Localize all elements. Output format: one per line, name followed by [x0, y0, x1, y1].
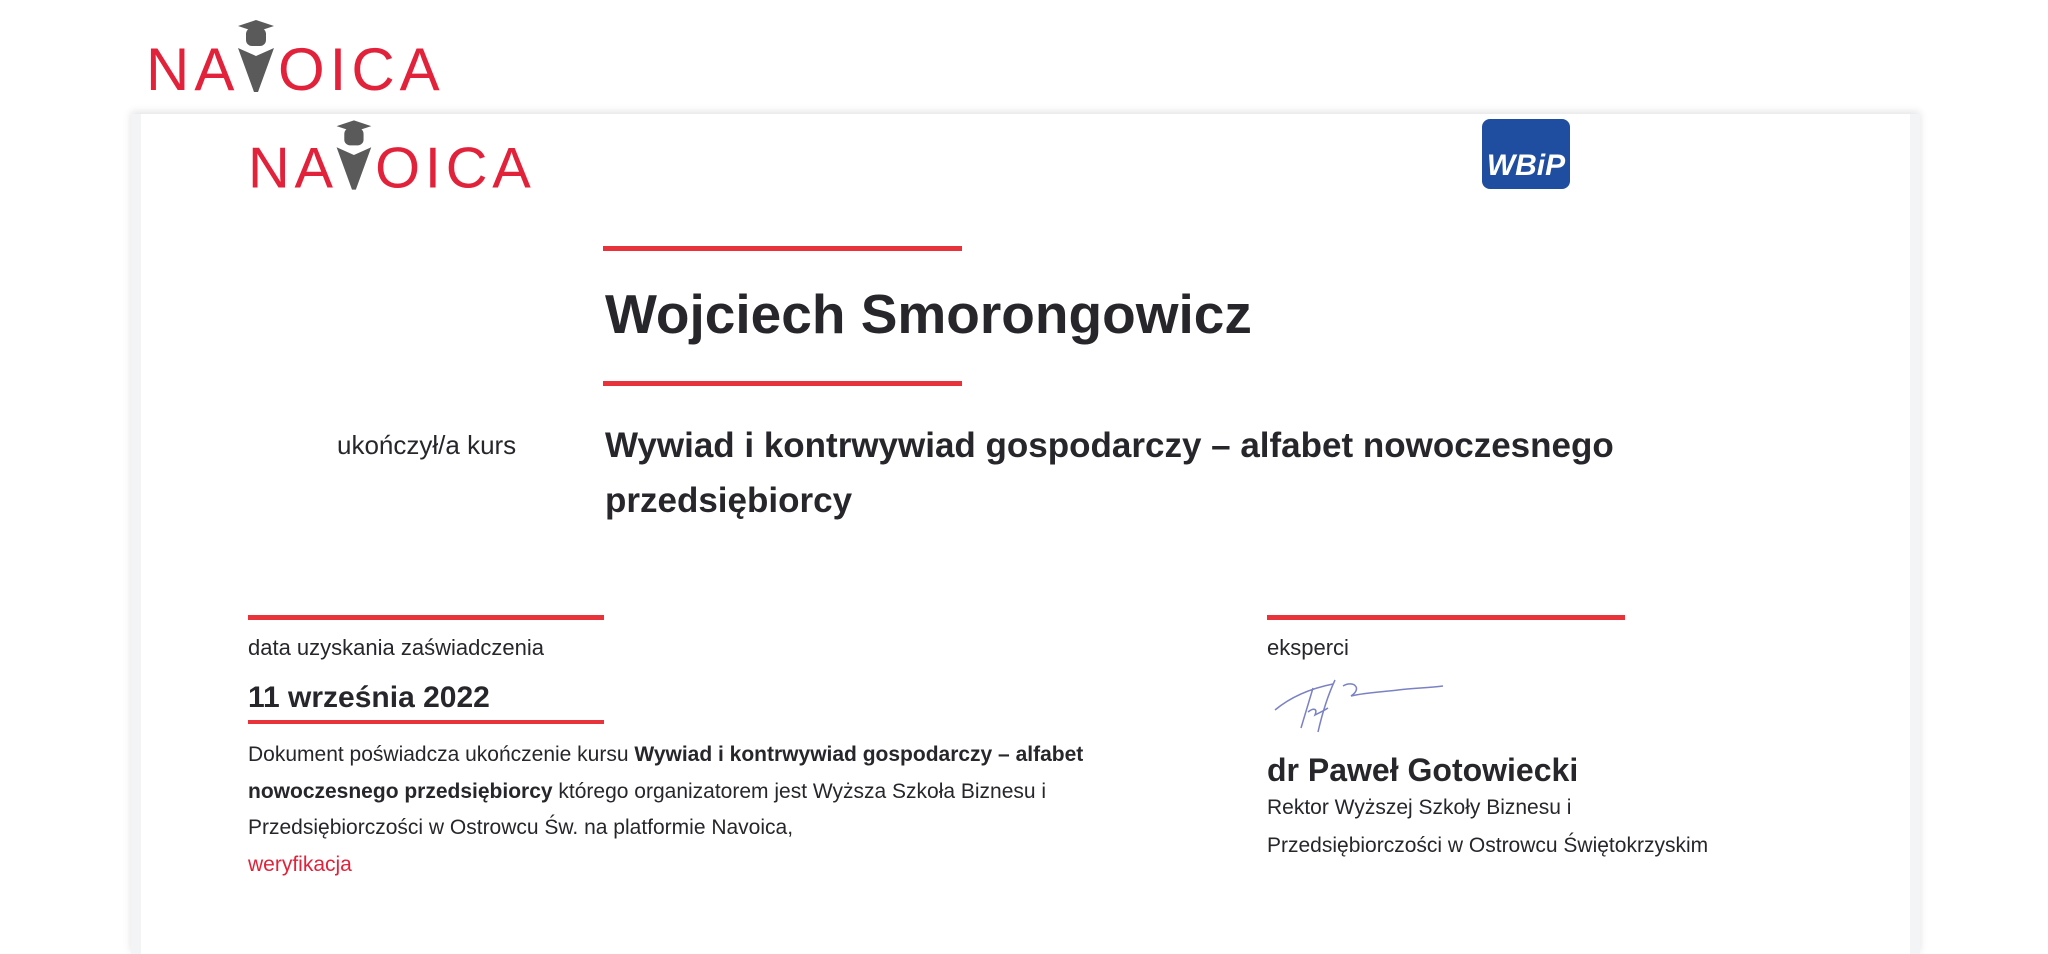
- divider: [1267, 615, 1625, 620]
- navoica-logo-mark-icon: [146, 18, 445, 103]
- expert-role: Przedsiębiorczości w Ostrowcu Świętokrzyskim: [1267, 834, 1709, 857]
- certificate-navoica-logo: [248, 118, 536, 201]
- certificate-description: [248, 737, 1088, 883]
- description-text: Dokument poświadcza ukończenie kursu: [248, 743, 635, 766]
- expert-role: Rektor Wyższej Szkoły Biznesu i: [1267, 796, 1572, 819]
- wsbip-logo-text: WBiP: [1486, 149, 1566, 182]
- date-label: data uzyskania zaświadczenia: [248, 635, 544, 660]
- divider: [603, 246, 962, 251]
- svg-text:NA: NA: [248, 136, 338, 201]
- wsbip-logo: [1482, 119, 1570, 189]
- svg-text:OICA: OICA: [278, 36, 445, 103]
- svg-text:OICA: OICA: [375, 136, 536, 201]
- course-title: Wywiad i kontrwywiad gospodarczy – alfabet nowoczesnego przedsiębiorcy: [605, 426, 1614, 520]
- divider: [248, 615, 604, 620]
- recipient-name: Wojciech Smorongowicz: [605, 283, 1252, 345]
- expert-name: dr Paweł Gotowiecki: [1267, 752, 1579, 788]
- navoica-logo[interactable]: [146, 18, 445, 103]
- date-value: 11 września 2022: [248, 681, 490, 714]
- experts-label: eksperci: [1267, 635, 1349, 660]
- divider: [248, 720, 604, 724]
- verification-link[interactable]: weryfikacja: [248, 852, 352, 876]
- divider: [603, 381, 962, 386]
- completed-label: ukończył/a kurs: [337, 430, 517, 460]
- svg-text:NA: NA: [146, 36, 240, 103]
- description-course: Wywiad i kontrwywiad gospodarczy – alfabet nowoczesnego przedsiębiorcy: [248, 743, 1084, 803]
- description-text: którego organizatorem jest Wyższa Szkoła Biznesu i Przedsiębiorczości w Ostrowcu Św. na platformie Navoica,: [248, 779, 1047, 839]
- navoica-logo-mark-icon: [248, 118, 536, 201]
- signature-icon: [1273, 670, 1448, 740]
